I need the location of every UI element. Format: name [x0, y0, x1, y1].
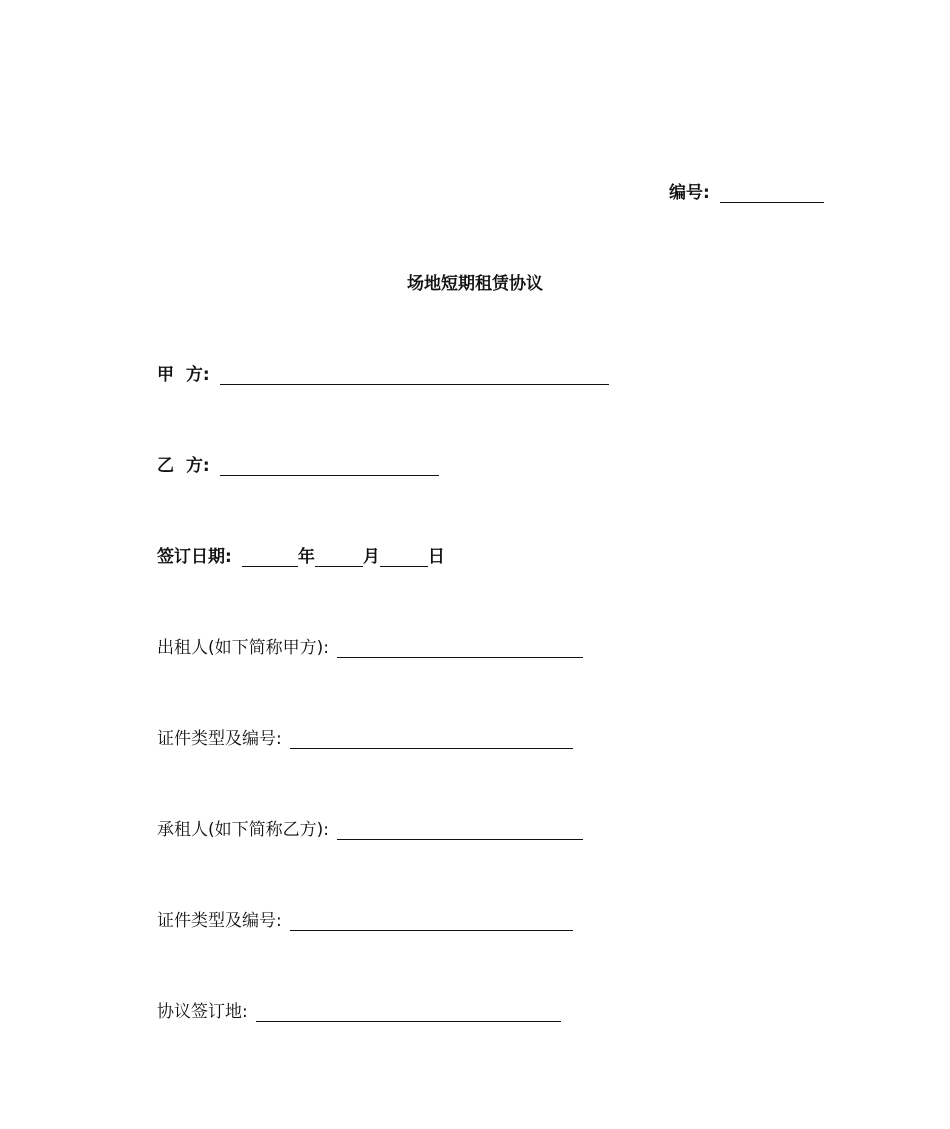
- page-title: 场地短期租赁协议: [407, 274, 543, 294]
- lessee-id-row: [157, 909, 573, 933]
- lessor-row: [157, 636, 583, 660]
- party-a-row: [157, 363, 609, 387]
- lessor-id-blank[interactable]: [290, 728, 573, 749]
- document-number-blank[interactable]: [720, 182, 824, 203]
- party-b-label: 乙 方:: [157, 456, 210, 476]
- document-number: [669, 181, 824, 205]
- sign-date-year-label: 年: [297, 547, 315, 567]
- sign-place-label: 协议签订地:: [157, 1002, 248, 1022]
- sign-place-row: [157, 1000, 561, 1024]
- lessee-id-label: 证件类型及编号:: [157, 911, 282, 931]
- sign-date-month-blank[interactable]: [315, 546, 363, 567]
- lessor-label: 出租人(如下简称甲方):: [157, 638, 329, 658]
- party-a-blank[interactable]: [220, 364, 609, 385]
- sign-date-label: 签订日期:: [157, 547, 232, 567]
- lessee-row: [157, 818, 583, 842]
- lessee-label: 承租人(如下简称乙方):: [157, 820, 329, 840]
- lessee-id-blank[interactable]: [290, 910, 573, 931]
- lessor-blank[interactable]: [337, 637, 583, 658]
- party-b-row: [157, 454, 439, 478]
- lessee-blank[interactable]: [337, 819, 583, 840]
- lessor-id-row: [157, 727, 573, 751]
- lessor-id-label: 证件类型及编号:: [157, 729, 282, 749]
- sign-date-day-label: 日: [427, 547, 445, 567]
- party-b-blank[interactable]: [220, 455, 439, 476]
- sign-date-month-label: 月: [362, 547, 380, 567]
- party-a-label: 甲 方:: [157, 365, 210, 385]
- sign-date-day-blank[interactable]: [380, 546, 428, 567]
- sign-date-year-blank[interactable]: [242, 546, 298, 567]
- sign-place-blank[interactable]: [256, 1001, 561, 1022]
- document-number-label: 编号:: [669, 183, 710, 203]
- sign-date-row: [157, 545, 445, 569]
